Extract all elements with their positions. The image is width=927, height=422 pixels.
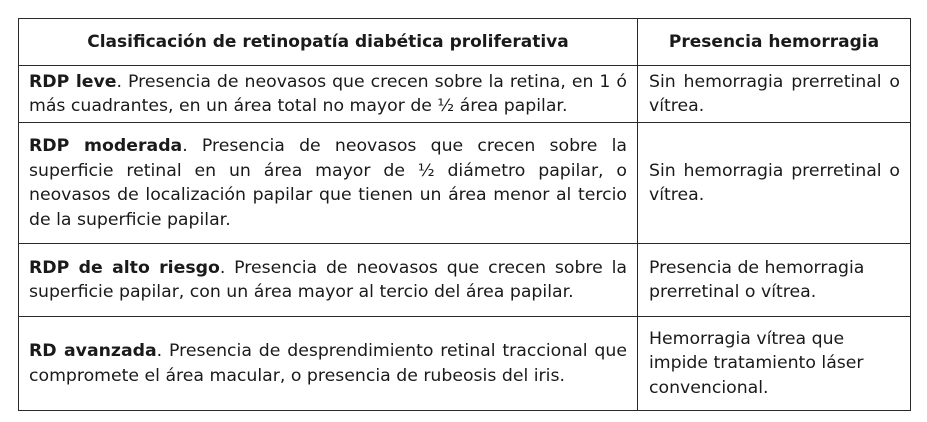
row-term: RD avanzada (29, 341, 157, 361)
row-term: RDP leve (29, 71, 117, 92)
row-description-cell (19, 66, 638, 123)
row-term: RDP moderada (29, 136, 183, 156)
header-classification: Clasificación de retinopatía diabética proliferativa (19, 19, 638, 66)
row-description: . Presencia de neovasos que crecen sobre la superficie papilar, con un área mayor al tercio del área papilar. (29, 257, 627, 302)
row-term: RDP de alto riesgo (29, 257, 220, 278)
table-row (19, 244, 911, 317)
table-row (19, 123, 911, 244)
header-hemorrhage: Presencia hemorragia (638, 19, 911, 66)
row-description-cell (19, 123, 638, 244)
row-description: . Presencia de neovasos que crecen sobre la retina, en 1 ó más cuadrantes, en un área total no mayor de ½ área papilar. (29, 71, 627, 116)
table-row (19, 66, 911, 123)
row-description-cell (19, 317, 638, 411)
row-hemorrhage: Sin hemorragia prerretinal o vítrea. (638, 66, 911, 123)
classification-table (18, 18, 911, 411)
header-row (19, 19, 911, 66)
row-hemorrhage: Sin hemorragia prerretinal o vítrea. (638, 123, 911, 244)
row-description: . Presencia de neovasos que crecen sobre la superficie retinal en un área mayor de ½ diámetro papilar, o neovasos de localización papilar que tienen un área menor al tercio de la superficie papilar. (29, 136, 627, 230)
table-row (19, 317, 911, 411)
classification-table-container (18, 18, 911, 411)
row-hemorrhage: Presencia de hemorragia prerretinal o vítrea. (638, 244, 911, 317)
row-hemorrhage: Hemorragia vítrea que impide tratamiento láser convencional. (638, 317, 911, 411)
row-description: . Presencia de desprendimiento retinal traccional que compromete el área macular, o presencia de rubeosis del iris. (29, 341, 627, 386)
row-description-cell (19, 244, 638, 317)
